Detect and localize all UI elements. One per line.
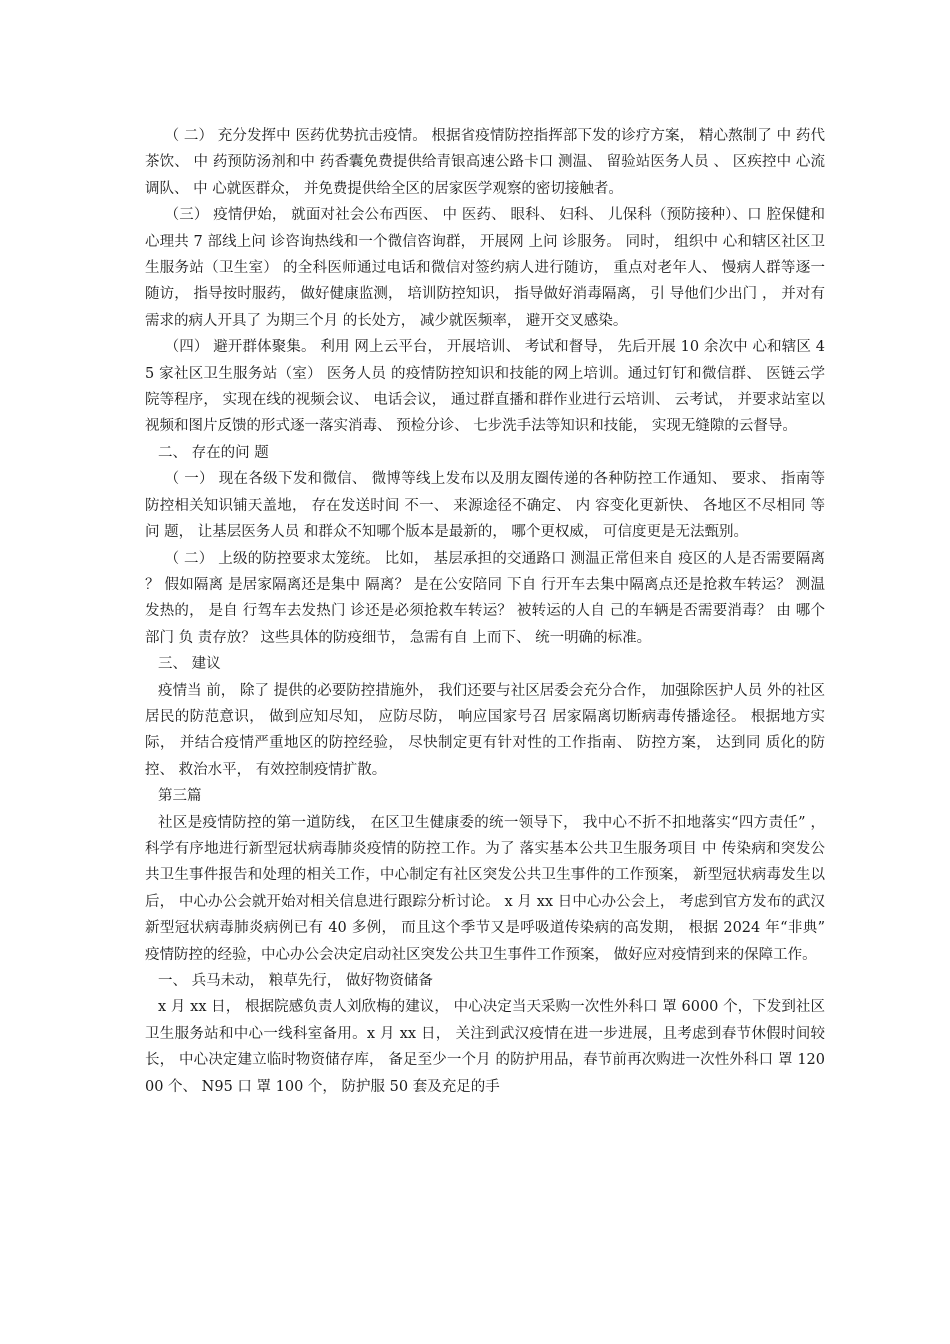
paragraph-problem-two: （ 二） 上级的防控要求太笼统。 比如， 基层承担的交通路口 测温正常但来自 疫区的人是否需要隔离 ？ 假如隔离 是居家隔离还是集中 隔离？ 是在公安陪同 下自 行开车去集中隔离点还是抢救车转运？ 测温发热的， 是自 行驾车去发热门 诊还是必须抢救车转运？ 被转运的人自 己的车辆是否需要消毒？ 由 哪个部门 负 责存放？ 这些具体的防疫细节， 急需有自 上而下、 统一明确的标准。 — [145, 550, 825, 646]
section-heading-problems: 二、 存在的问 题 — [158, 444, 269, 461]
paragraph-supply-purchase: x 月 xx 日， 根据院感负责人刘欣梅的建议， 中心决定当天采购一次性外科口 罩 6000 个，下发到社区卫生服务站和中心一线科室备用。x 月 xx 日， 关注到武汉疫情在进一步进展，且考虑到春节休假时间较长， 中心决定建立临时物资储存库， 备足至少一个月 的防护用品，春节前再次购进一次性外科口 罩 12000 个、 N95 口 罩 100 个， 防护服 50 套及充足的手 — [145, 999, 825, 1095]
paragraph-avoid-gathering: （四） 避开群体聚集。 利用 网上云平台， 开展培训、 考试和督导， 先后开展 10 余次中 心和辖区 45 家社区卫生服务站（室） 医务人员 的疫情防控知识和技能的网上培训。通过钉钉和微信群、 医链云学院等程序， 实现在线的视频会议、 电话会议， 通过群直播和群作业进行云培训、 云考试， 并要求站室以视频和图片反馈的形式逐一落实消毒、 预检分诊、 七步洗手法等知识和技能， 实现无缝隙的云督导。 — [145, 339, 825, 435]
part-heading-third: 第三篇 — [158, 788, 202, 805]
paragraph-tcm-advantage: （ 二） 充分发挥中 医药优势抗击疫情。 根据省疫情防控指挥部下发的诊疗方案， 精心熬制了 中 药代茶饮、 中 药预防汤剂和中 药香囊免费提供给青银高速公路卡口 测温、 留验站医务人员 、 区疾控中 心流调队、 中 心就医群众， 并免费提供给全区的居家医学观察的密切接触者。 — [145, 128, 825, 197]
section-heading-suggestions: 三、 建议 — [158, 656, 221, 673]
paragraph-community-defense: 社区是疫情防控的第一道防线， 在区卫生健康委的统一领导下， 我中心不折不扣地落实“四方责任” ， 科学有序地进行新型冠状病毒肺炎疫情的防控工作。为了 落实基本公共卫生服务项目 中 传染病和突发公共卫生事件报告和处理的相关工作，中心制定有社区突发公共卫生事件的工作预案， 新型冠状病毒发生以后， 中心办公会就开始对相关信息进行跟踪分析讨论。 x 月 xx 日中心办公会上， 考虑到官方发布的武汉新型冠状病毒肺炎病例已有 40 多例， 而且这个季节又是呼吸道传染病的高发期， 根据 2024 年“非典” 疫情防控的经验，中心办公会决定启动社区突发公共卫生事件工作预案， 做好应对疫情到来的保障工作。 — [145, 814, 825, 963]
paragraph-problem-one: （ 一） 现在各级下发和微信、 微博等线上发布以及朋友圈传递的各种防控工作通知、 要求、 指南等防控相关知识铺天盖地， 存在发送时间 不一、 来源途径不确定、 内 容变化更新快、 各地区不尽相同 等问 题， 让基层医务人员 和群众不知哪个版本是最新的， 哪个更权威， 可信度更是无法甄别。 — [145, 471, 825, 541]
document-body — [145, 123, 825, 1100]
section-heading-supplies: 一、 兵马未动， 粮草先行， 做好物资储备 — [158, 973, 433, 989]
paragraph-online-consultation: （三） 疫情伊始， 就面对社会公布西医、 中 医药、 眼科、 妇科、 儿保科（预防接种）、口 腔保健和心理共 7 部线上问 诊咨询热线和一个微信咨询群， 开展网 上问 诊服务。 同时， 组织中 心和辖区社区卫生服务站（卫生室） 的全科医师通过电话和微信对签约病人进行随访， 重点对老年人、 慢病人群等逐一随访， 指导按时服药， 做好健康监测， 培训防控知识， 指导做好消毒隔离， 引 导他们少出门 ， 并对有需求的病人开具了 为期三个月 的长处方， 减少就医频率， 避开交叉感染。 — [145, 207, 825, 329]
paragraph-suggestion: 疫情当 前， 除了 提供的必要防控措施外， 我们还要与社区居委会充分合作， 加强除医护人员 外的社区居民的防范意识， 做到应知尽知， 应防尽防， 响应国家号召 居家隔离切断病毒传播途径。 根据地方实际， 并结合疫情严重地区的防控经验， 尽快制定更有针对性的工作指南、 防控方案， 达到同 质化的防控、 救治水平， 有效控制疫情扩散。 — [145, 682, 825, 778]
